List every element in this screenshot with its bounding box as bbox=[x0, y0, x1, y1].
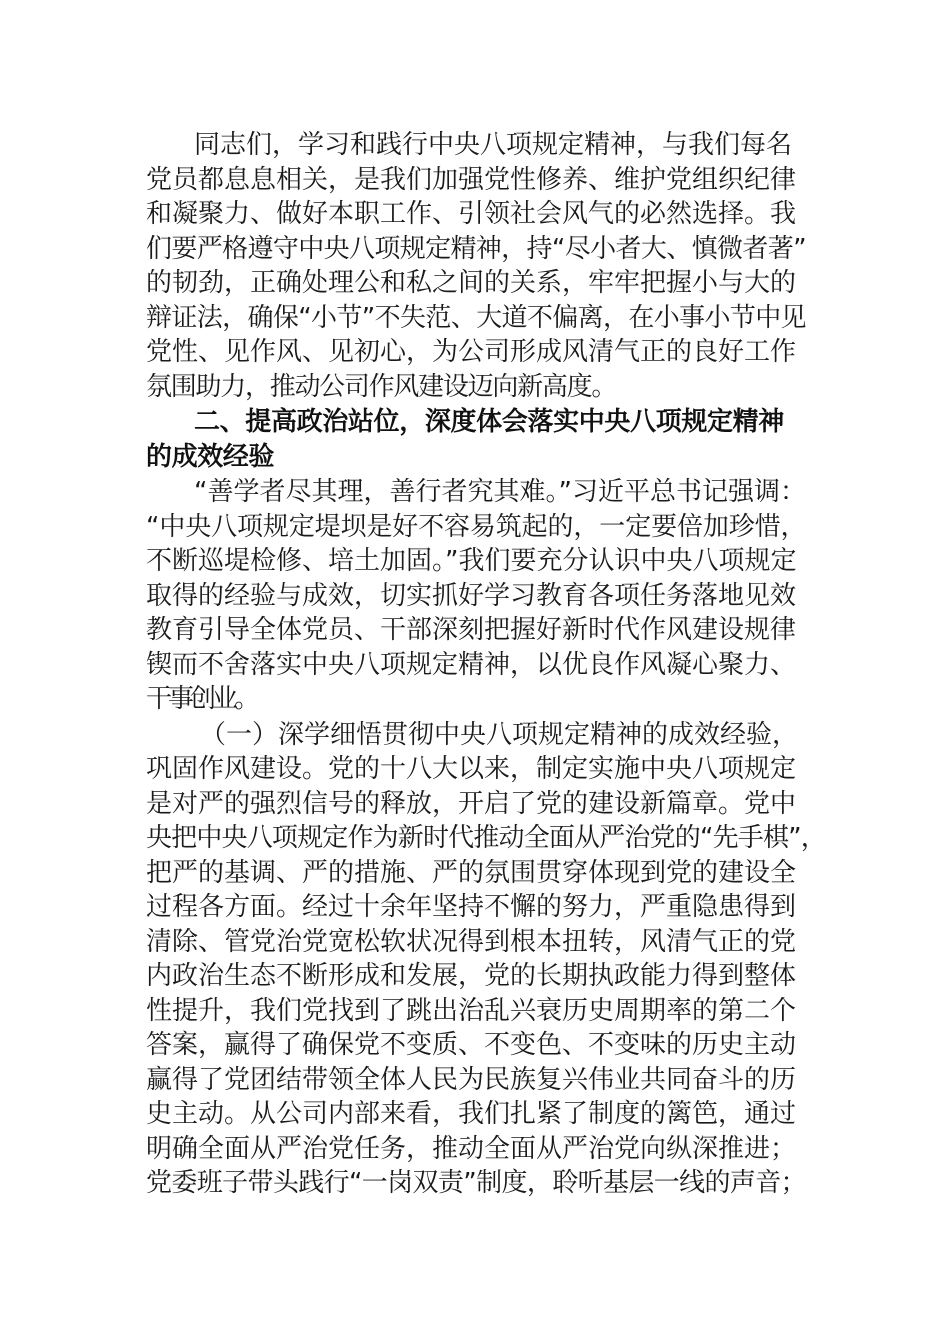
body-line-26: 党委班子带头践行“一岗双责”制度，聆听基层一线的声音； bbox=[146, 1168, 806, 1198]
body-line-4: 们要严格遵守中央八项规定精神，持“尽小者大、慎微者著” bbox=[146, 234, 806, 264]
section-heading-line-1: 二、提高政治站位，深度体会落实中央八项规定精神 bbox=[194, 407, 784, 437]
body-line-20: 内政治生态不断形成和发展，党的长期执政能力得到整体 bbox=[146, 961, 797, 991]
body-line-12: 锲而不舍落实中央八项规定精神，以优良作风凝心聚力、 bbox=[146, 650, 797, 680]
body-line-1: 同志们，学习和践行中央八项规定精神，与我们每名 bbox=[194, 130, 793, 160]
body-line-16: 央把中央八项规定作为新时代推动全面从严治党的“先手棋”， bbox=[146, 823, 826, 853]
body-line-22: 答案，赢得了确保党不变质、不变色、不变味的历史主动 bbox=[146, 1030, 797, 1060]
body-line-19: 清除、管党治党宽松软状况得到根本扭转，风清气正的党 bbox=[146, 927, 797, 957]
body-line-5: 的韧劲，正确处理公和私之间的关系，牢牢把握小与大的 bbox=[146, 268, 797, 298]
subsection-line-1: （一）深学细悟贯彻中央八项规定精神的成效经验， bbox=[200, 720, 799, 750]
quote-line-1: “善学者尽其理，善行者究其难。”习近平总书记强调： bbox=[194, 477, 806, 507]
body-line-25: 明确全面从严治党任务，推动全面从严治党向纵深推进； bbox=[146, 1134, 797, 1164]
body-line-7: 党性、见作风、见初心，为公司形成风清气正的良好工作 bbox=[146, 337, 797, 367]
body-line-6: 辩证法，确保“小节”不失范、大道不偏离，在小事小节中见 bbox=[146, 303, 806, 333]
body-line-11: 教育引导全体党员、干部深刻把握好新时代作风建设规律 bbox=[146, 615, 797, 645]
quote-line-2: “中央八项规定堤坝是好不容易筑起的，一定要倍加珍惜， bbox=[146, 512, 807, 542]
body-line-10: 取得的经验与成效，切实抓好学习教育各项任务落地见效 bbox=[146, 581, 797, 611]
body-line-18: 过程各方面。经过十余年坚持不懈的努力，严重隐患得到 bbox=[146, 892, 797, 922]
body-line-14: 巩固作风建设。党的十八大以来，制定实施中央八项规定 bbox=[146, 754, 797, 784]
body-line-8: 氛围助力，推动公司作风建设迈向新高度。 bbox=[146, 372, 617, 402]
body-line-2: 党员都息息相关，是我们加强党性修养、维护党组织纪律 bbox=[146, 165, 797, 195]
body-line-23: 赢得了党团结带领全体人民为民族复兴伟业共同奋斗的历 bbox=[146, 1065, 797, 1095]
body-line-24: 史主动。从公司内部来看，我们扎紧了制度的篱笆，通过 bbox=[146, 1099, 797, 1129]
body-line-15: 是对严的强烈信号的释放，开启了党的建设新篇章。党中 bbox=[146, 789, 797, 819]
body-line-13: 干事创业。 bbox=[146, 684, 257, 714]
body-line-17: 把严的基调、严的措施、严的氛围贯穿体现到党的建设全 bbox=[146, 858, 797, 888]
body-line-3: 和凝聚力、做好本职工作、引领社会风气的必然选择。我 bbox=[146, 199, 797, 229]
body-line-9: 不断巡堤检修、培土加固。”我们要充分认识中央八项规定 bbox=[146, 546, 797, 576]
section-heading-line-2: 的成效经验 bbox=[146, 442, 275, 472]
body-line-21: 性提升，我们党找到了跳出治乱兴衰历史周期率的第二个 bbox=[146, 996, 797, 1026]
